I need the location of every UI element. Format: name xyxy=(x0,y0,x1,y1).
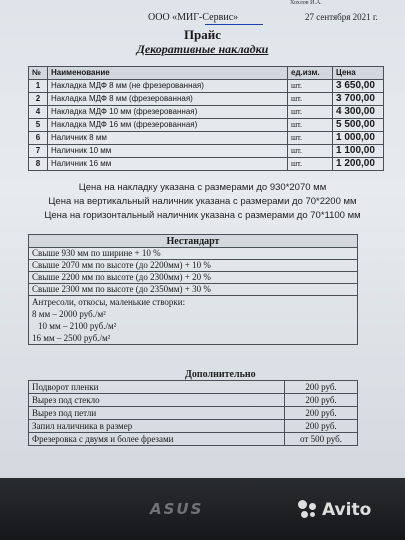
nonstandard-row: Свыше 2070 мм по высоте (до 2200мм) + 10 % xyxy=(29,260,358,272)
additional-price: 200 руб. xyxy=(285,420,358,433)
page-subtitle: Декоративные накладки xyxy=(136,42,269,56)
row-name: Накладка МДФ 16 мм (фрезерованная) xyxy=(48,119,288,132)
table-row xyxy=(29,80,384,93)
row-number: 1 xyxy=(29,80,48,93)
avito-logo-icon xyxy=(298,500,320,522)
row-name: Накладка МДФ 8 мм (не фрезерованная) xyxy=(48,80,288,93)
company-name: ООО «МИГ-Сервис» xyxy=(148,12,239,23)
additional-item: Фрезеровка с двумя и более фрезами xyxy=(29,433,285,446)
row-number: 6 xyxy=(29,132,48,145)
table-row xyxy=(29,381,358,394)
watermark-text: Avito xyxy=(322,500,372,520)
row-name: Наличник 8 мм xyxy=(48,132,288,145)
row-unit: шт. xyxy=(288,106,333,119)
monitor-brand-logo: ASUS xyxy=(150,500,204,518)
company-underline xyxy=(205,24,263,25)
additional-price: 200 руб. xyxy=(285,394,358,407)
row-number: 4 xyxy=(29,106,48,119)
mezzanine-line: 16 мм – 2500 руб./м² xyxy=(32,333,111,343)
row-number: 2 xyxy=(29,93,48,106)
mezzanine-line: 8 мм – 2000 руб./м² xyxy=(32,309,106,319)
column-header-unit: ед.изм. xyxy=(288,67,333,80)
row-price: 1 200,00 xyxy=(333,158,384,171)
row-name: Наличник 16 мм xyxy=(48,158,288,171)
column-header-price: Цена xyxy=(333,67,384,80)
column-header-number: № xyxy=(29,67,48,80)
row-price: 5 500,00 xyxy=(333,119,384,132)
table-row xyxy=(29,394,358,407)
nonstandard-row: Свыше 930 мм по ширине + 10 % xyxy=(29,248,358,260)
row-price: 1 000,00 xyxy=(333,132,384,145)
nonstandard-table xyxy=(28,234,358,345)
row-number: 8 xyxy=(29,158,48,171)
row-unit: шт. xyxy=(288,145,333,158)
row-price: 3 650,00 xyxy=(333,80,384,93)
price-table xyxy=(28,66,384,171)
row-unit: шт. xyxy=(288,158,333,171)
row-name: Накладка МДФ 8 мм (фрезерованная) xyxy=(48,93,288,106)
row-price: 4 300,00 xyxy=(333,106,384,119)
row-name: Наличник 10 мм xyxy=(48,145,288,158)
nonstandard-row: Свыше 2200 мм по высоте (до 2300мм) + 20 % xyxy=(29,272,358,284)
table-row xyxy=(29,132,384,145)
additional-item: Подворот пленки xyxy=(29,381,285,394)
table-header-row xyxy=(29,67,384,80)
table-row xyxy=(29,106,384,119)
additional-item: Вырез под петли xyxy=(29,407,285,420)
mezzanine-title: Антресоли, откосы, маленькие створки: xyxy=(32,297,186,307)
nonstandard-title: Нестандарт xyxy=(29,235,358,248)
table-row xyxy=(29,93,384,106)
additional-item: Запил наличника в размер xyxy=(29,420,285,433)
size-note-vertical: Цена на вертикальный наличник указана с размерами до 70*2200 мм xyxy=(48,196,357,207)
mezzanine-cell xyxy=(29,296,358,345)
size-note-cover: Цена на накладку указана с размерами до 930*2070 мм xyxy=(78,182,327,193)
additional-price: от 500 руб. xyxy=(285,433,358,446)
table-row xyxy=(29,158,384,171)
table-row xyxy=(29,407,358,420)
row-price: 1 100,00 xyxy=(333,145,384,158)
page-title: Прайс xyxy=(183,27,222,42)
additional-title: Дополнительно xyxy=(185,369,256,380)
table-row xyxy=(29,420,358,433)
nonstandard-row: Свыше 2300 мм по высоте (до 2350мм) + 30 % xyxy=(29,284,358,296)
additional-table xyxy=(28,380,358,446)
additional-price: 200 руб. xyxy=(285,381,358,394)
row-name: Накладка МДФ 10 мм (фрезерованная) xyxy=(48,106,288,119)
document-date: 27 сентября 2021 г. xyxy=(305,12,378,22)
table-row xyxy=(29,145,384,158)
additional-price: 200 руб. xyxy=(285,407,358,420)
row-unit: шт. xyxy=(288,80,333,93)
column-header-name: Наименование xyxy=(48,67,288,80)
table-row xyxy=(29,433,358,446)
row-number: 5 xyxy=(29,119,48,132)
row-unit: шт. xyxy=(288,132,333,145)
additional-item: Вырез под стекло xyxy=(29,394,285,407)
row-unit: шт. xyxy=(288,93,333,106)
author-name: Хохлов И.А. xyxy=(290,0,322,6)
row-unit: шт. xyxy=(288,119,333,132)
size-note-horizontal: Цена на горизонтальный наличник указана с размерами до 70*1100 мм xyxy=(44,210,361,221)
row-price: 3 700,00 xyxy=(333,93,384,106)
mezzanine-line: 10 мм – 2100 руб./м² xyxy=(38,321,117,331)
row-number: 7 xyxy=(29,145,48,158)
table-row xyxy=(29,119,384,132)
